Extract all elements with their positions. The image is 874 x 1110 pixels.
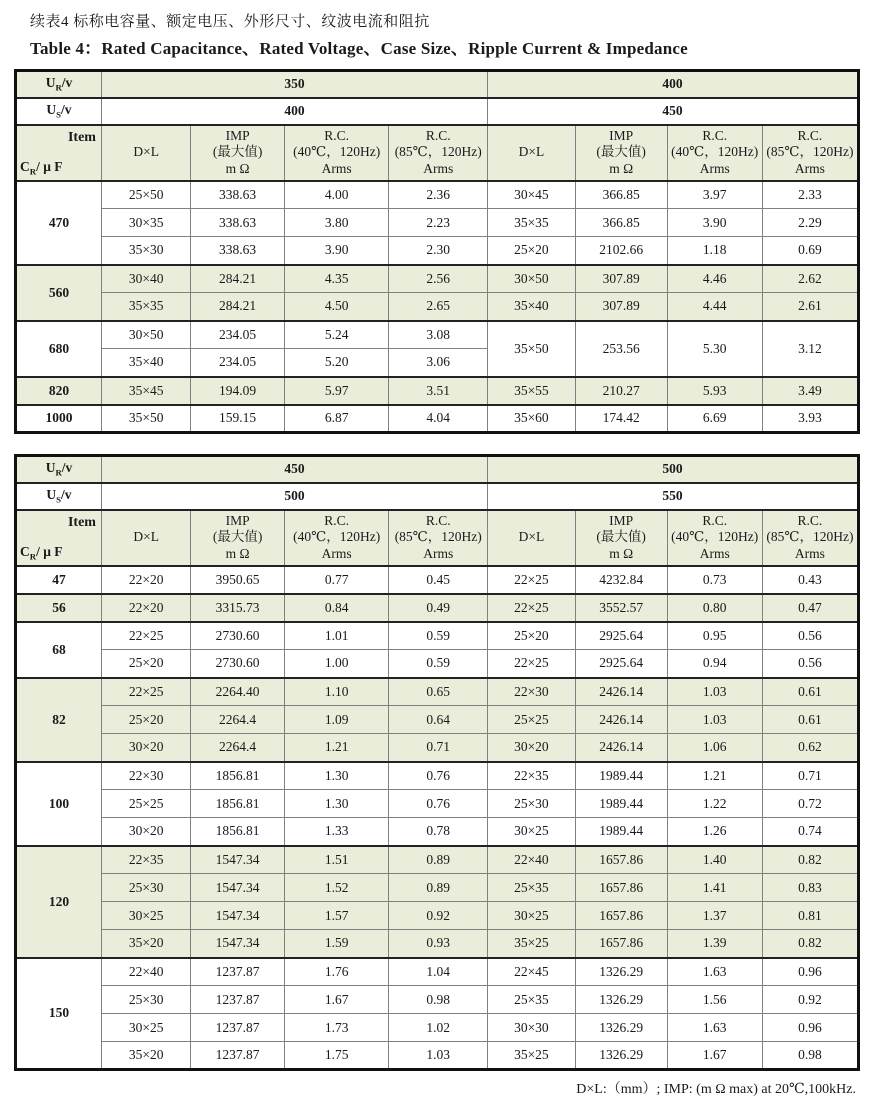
cell-rc40: 5.30 <box>667 321 762 377</box>
cell-imp: 366.85 <box>575 209 667 237</box>
cell-rc40: 1.30 <box>284 790 389 818</box>
col-header-dxl: D×L <box>488 125 576 181</box>
cell-rc40: 0.73 <box>667 566 762 594</box>
cell-rc40: 1.30 <box>284 762 389 790</box>
cell-imp: 1237.87 <box>191 1014 285 1042</box>
cell-rc40: 6.69 <box>667 405 762 433</box>
cell-imp: 1326.29 <box>575 958 667 986</box>
cell-rc85: 0.93 <box>389 930 488 958</box>
cell-imp: 366.85 <box>575 181 667 209</box>
cell-rc85: 2.56 <box>389 265 488 293</box>
cell-dxl: 22×45 <box>488 958 576 986</box>
table-row <box>16 930 859 958</box>
cell-rc85: 0.98 <box>762 1042 858 1070</box>
cell-dxl: 22×40 <box>488 846 576 874</box>
cell-rc40: 4.00 <box>284 181 389 209</box>
table-row <box>16 265 859 293</box>
cell-dxl: 35×40 <box>488 293 576 321</box>
cell-rc85: 0.89 <box>389 846 488 874</box>
cell-cap: 68 <box>16 622 102 678</box>
cell-dxl: 35×25 <box>488 1042 576 1070</box>
cell-imp: 210.27 <box>575 377 667 405</box>
col-header-rc85: R.C. (85℃，120Hz) Arms <box>389 510 488 566</box>
cell-rc40: 1.37 <box>667 902 762 930</box>
cell-imp: 3552.57 <box>575 594 667 622</box>
cell-dxl: 35×60 <box>488 405 576 433</box>
cell-dxl: 25×20 <box>101 706 190 734</box>
cell-rc85: 0.56 <box>762 622 858 650</box>
cell-cap: 470 <box>16 181 102 265</box>
cell-rc40: 1.63 <box>667 958 762 986</box>
cell-dxl: 35×30 <box>101 237 190 265</box>
cell-rc85: 2.65 <box>389 293 488 321</box>
cell-imp: 1989.44 <box>575 790 667 818</box>
cell-cap: 820 <box>16 377 102 405</box>
us-value: 400 <box>101 98 487 125</box>
cell-rc40: 4.50 <box>284 293 389 321</box>
cell-rc40: 1.59 <box>284 930 389 958</box>
cell-rc40: 3.80 <box>284 209 389 237</box>
cell-dxl: 25×20 <box>488 237 576 265</box>
item-cr-header <box>16 125 102 181</box>
cell-imp: 1326.29 <box>575 1014 667 1042</box>
us-label: $U_S/v$ <box>16 483 102 510</box>
cell-dxl: 30×25 <box>101 1014 190 1042</box>
cell-rc40: 1.06 <box>667 734 762 762</box>
cell-rc85: 0.62 <box>762 734 858 762</box>
cell-rc40: 0.84 <box>284 594 389 622</box>
ur-label: $U_R/v$ <box>16 456 102 483</box>
cell-dxl: 25×35 <box>488 986 576 1014</box>
cell-rc85: 0.47 <box>762 594 858 622</box>
cell-rc85: 2.29 <box>762 209 858 237</box>
spec-table-2 <box>14 454 860 1071</box>
cell-dxl: 30×40 <box>101 265 190 293</box>
cell-imp: 2730.60 <box>191 622 285 650</box>
cell-imp: 194.09 <box>191 377 285 405</box>
cell-dxl: 35×35 <box>101 293 190 321</box>
cell-rc40: 5.93 <box>667 377 762 405</box>
cell-rc40: 1.75 <box>284 1042 389 1070</box>
cell-dxl: 30×25 <box>488 902 576 930</box>
cell-dxl: 35×20 <box>101 930 190 958</box>
cell-imp: 307.89 <box>575 293 667 321</box>
cell-rc85: 3.06 <box>389 349 488 377</box>
col-header-rc40: R.C. (40℃，120Hz) Arms <box>667 125 762 181</box>
cell-rc85: 0.89 <box>389 874 488 902</box>
cell-rc40: 0.80 <box>667 594 762 622</box>
cell-dxl: 35×45 <box>101 377 190 405</box>
table-row <box>16 566 859 594</box>
cell-rc40: 1.10 <box>284 678 389 706</box>
cell-dxl: 22×40 <box>101 958 190 986</box>
cell-rc40: 5.97 <box>284 377 389 405</box>
cell-dxl: 25×25 <box>101 790 190 818</box>
ur-value: 500 <box>488 456 859 483</box>
cell-rc40: 0.94 <box>667 650 762 678</box>
col-header-imp: IMP (最大值) m Ω <box>191 125 285 181</box>
table-row <box>16 874 859 902</box>
cell-dxl: 22×30 <box>101 762 190 790</box>
cell-dxl: 22×20 <box>101 566 190 594</box>
cell-rc85: 0.92 <box>762 986 858 1014</box>
cell-imp: 1856.81 <box>191 818 285 846</box>
cell-rc85: 3.51 <box>389 377 488 405</box>
cell-rc85: 0.81 <box>762 902 858 930</box>
cell-imp: 1547.34 <box>191 902 285 930</box>
page-title-chinese: 续表4 标称电容量、额定电压、外形尺寸、纹波电流和阻抗 <box>30 14 430 30</box>
table-row <box>16 377 859 405</box>
cell-imp: 2102.66 <box>575 237 667 265</box>
col-header-rc85: R.C. (85℃，120Hz) Arms <box>762 510 858 566</box>
cell-cap: 680 <box>16 321 102 377</box>
cell-dxl: 30×50 <box>101 321 190 349</box>
cell-imp: 1657.86 <box>575 846 667 874</box>
table-row <box>16 790 859 818</box>
us-value: 450 <box>488 98 859 125</box>
cell-rc85: 0.82 <box>762 846 858 874</box>
cell-imp: 1326.29 <box>575 1042 667 1070</box>
ur-value: 400 <box>488 71 859 98</box>
cell-imp: 1237.87 <box>191 1042 285 1070</box>
cell-rc85: 2.23 <box>389 209 488 237</box>
table-row <box>16 818 859 846</box>
cell-rc85: 0.71 <box>389 734 488 762</box>
cell-dxl: 25×20 <box>488 622 576 650</box>
cell-dxl: 35×35 <box>488 209 576 237</box>
cell-imp: 2730.60 <box>191 650 285 678</box>
cell-rc85: 0.49 <box>389 594 488 622</box>
cell-rc85: 2.61 <box>762 293 858 321</box>
cell-imp: 338.63 <box>191 181 285 209</box>
cell-cap: 82 <box>16 678 102 762</box>
cell-imp: 1237.87 <box>191 958 285 986</box>
cell-dxl: 30×30 <box>488 1014 576 1042</box>
col-header-rc85: R.C. (85℃，120Hz) Arms <box>389 125 488 181</box>
cell-cap: 560 <box>16 265 102 321</box>
col-header-dxl: D×L <box>101 125 190 181</box>
cell-imp: 253.56 <box>575 321 667 377</box>
cell-cap: 120 <box>16 846 102 958</box>
cell-rc40: 4.35 <box>284 265 389 293</box>
cell-rc40: 1.40 <box>667 846 762 874</box>
cell-rc40: 5.20 <box>284 349 389 377</box>
cell-imp: 338.63 <box>191 237 285 265</box>
cell-dxl: 22×30 <box>488 678 576 706</box>
cell-cap: 1000 <box>16 405 102 433</box>
cell-rc85: 0.59 <box>389 622 488 650</box>
cell-dxl: 30×20 <box>488 734 576 762</box>
cell-dxl: 30×25 <box>488 818 576 846</box>
cell-imp: 1237.87 <box>191 986 285 1014</box>
cell-imp: 2426.14 <box>575 678 667 706</box>
cell-imp: 1547.34 <box>191 874 285 902</box>
cell-rc85: 0.45 <box>389 566 488 594</box>
cell-dxl: 35×50 <box>488 321 576 377</box>
cell-imp: 234.05 <box>191 321 285 349</box>
table-row <box>16 1042 859 1070</box>
cell-rc40: 0.77 <box>284 566 389 594</box>
cell-rc85: 4.04 <box>389 405 488 433</box>
cell-rc85: 1.04 <box>389 958 488 986</box>
cell-rc40: 5.24 <box>284 321 389 349</box>
cell-imp: 1547.34 <box>191 930 285 958</box>
cell-rc40: 1.09 <box>284 706 389 734</box>
cell-rc40: 1.67 <box>667 1042 762 1070</box>
cell-rc40: 3.90 <box>284 237 389 265</box>
cell-rc85: 0.61 <box>762 706 858 734</box>
cell-dxl: 22×25 <box>488 566 576 594</box>
cell-dxl: 22×25 <box>488 594 576 622</box>
cell-rc85: 1.03 <box>389 1042 488 1070</box>
cell-rc85: 2.30 <box>389 237 488 265</box>
cell-dxl: 30×50 <box>488 265 576 293</box>
cell-rc40: 1.21 <box>667 762 762 790</box>
cell-rc85: 0.69 <box>762 237 858 265</box>
table-row <box>16 237 859 265</box>
cell-rc40: 1.18 <box>667 237 762 265</box>
cell-rc85: 0.92 <box>389 902 488 930</box>
table-row <box>16 181 859 209</box>
cell-imp: 3950.65 <box>191 566 285 594</box>
cell-imp: 1657.86 <box>575 902 667 930</box>
col-header-rc85: R.C. (85℃，120Hz) Arms <box>762 125 858 181</box>
cell-rc85: 0.71 <box>762 762 858 790</box>
cell-imp: 2925.64 <box>575 650 667 678</box>
cell-imp: 2426.14 <box>575 734 667 762</box>
cell-rc40: 4.44 <box>667 293 762 321</box>
table-row <box>16 986 859 1014</box>
cell-rc85: 0.72 <box>762 790 858 818</box>
cell-dxl: 22×25 <box>488 650 576 678</box>
cell-rc40: 6.87 <box>284 405 389 433</box>
cell-rc85: 2.33 <box>762 181 858 209</box>
cell-rc40: 1.41 <box>667 874 762 902</box>
table-row <box>16 1014 859 1042</box>
cell-rc85: 0.83 <box>762 874 858 902</box>
cell-imp: 1989.44 <box>575 762 667 790</box>
cell-dxl: 35×55 <box>488 377 576 405</box>
us-value: 550 <box>488 483 859 510</box>
table-row <box>16 650 859 678</box>
cell-rc40: 1.52 <box>284 874 389 902</box>
cell-rc85: 2.62 <box>762 265 858 293</box>
cell-rc40: 1.26 <box>667 818 762 846</box>
cell-rc85: 0.64 <box>389 706 488 734</box>
cell-imp: 307.89 <box>575 265 667 293</box>
cell-imp: 338.63 <box>191 209 285 237</box>
cell-rc85: 3.49 <box>762 377 858 405</box>
col-header-dxl: D×L <box>488 510 576 566</box>
cr-label: $C_R/$ μ F <box>20 543 63 562</box>
cell-cap: 100 <box>16 762 102 846</box>
cell-rc40: 3.97 <box>667 181 762 209</box>
col-header-imp: IMP (最大值) m Ω <box>575 510 667 566</box>
cell-cap: 56 <box>16 594 102 622</box>
cell-imp: 174.42 <box>575 405 667 433</box>
cell-dxl: 25×30 <box>101 986 190 1014</box>
cell-rc40: 1.33 <box>284 818 389 846</box>
cell-dxl: 22×35 <box>488 762 576 790</box>
table-row <box>16 846 859 874</box>
col-header-dxl: D×L <box>101 510 190 566</box>
cell-rc40: 1.03 <box>667 678 762 706</box>
us-label: $U_S/v$ <box>16 98 102 125</box>
cell-rc40: 1.56 <box>667 986 762 1014</box>
cell-dxl: 35×25 <box>488 930 576 958</box>
cell-rc85: 0.78 <box>389 818 488 846</box>
cell-imp: 1989.44 <box>575 818 667 846</box>
page-title-english: Table 4：Rated Capacitance、Rated Voltage、Case Size、Ripple Current & Impedance <box>30 39 688 58</box>
cell-dxl: 25×50 <box>101 181 190 209</box>
cell-imp: 1657.86 <box>575 930 667 958</box>
cell-rc40: 1.67 <box>284 986 389 1014</box>
cell-rc85: 0.65 <box>389 678 488 706</box>
cell-rc40: 3.90 <box>667 209 762 237</box>
cell-imp: 2264.4 <box>191 734 285 762</box>
cell-dxl: 25×35 <box>488 874 576 902</box>
cell-rc85: 2.36 <box>389 181 488 209</box>
item-cr-header <box>16 510 102 566</box>
table-row <box>16 321 859 349</box>
col-header-rc40: R.C. (40℃，120Hz) Arms <box>284 125 389 181</box>
cell-cap: 150 <box>16 958 102 1070</box>
table-row <box>16 734 859 762</box>
cell-rc40: 1.21 <box>284 734 389 762</box>
cell-rc40: 1.22 <box>667 790 762 818</box>
table-row <box>16 209 859 237</box>
cell-imp: 3315.73 <box>191 594 285 622</box>
cell-imp: 284.21 <box>191 265 285 293</box>
cell-dxl: 22×35 <box>101 846 190 874</box>
cell-dxl: 30×20 <box>101 734 190 762</box>
us-value: 500 <box>101 483 487 510</box>
cell-rc85: 0.59 <box>389 650 488 678</box>
cr-label: $C_R/$ μ F <box>20 158 63 177</box>
cell-dxl: 25×30 <box>488 790 576 818</box>
cell-rc85: 0.96 <box>762 1014 858 1042</box>
cell-rc85: 0.76 <box>389 762 488 790</box>
cell-dxl: 22×25 <box>101 622 190 650</box>
cell-imp: 1326.29 <box>575 986 667 1014</box>
cell-rc85: 0.98 <box>389 986 488 1014</box>
cell-dxl: 25×20 <box>101 650 190 678</box>
cell-dxl: 35×40 <box>101 349 190 377</box>
cell-imp: 2264.40 <box>191 678 285 706</box>
cell-dxl: 30×25 <box>101 902 190 930</box>
col-header-rc40: R.C. (40℃，120Hz) Arms <box>284 510 389 566</box>
table-row <box>16 405 859 433</box>
cell-rc40: 4.46 <box>667 265 762 293</box>
cell-dxl: 35×20 <box>101 1042 190 1070</box>
col-header-imp: IMP (最大值) m Ω <box>575 125 667 181</box>
table-row <box>16 622 859 650</box>
cell-imp: 1657.86 <box>575 874 667 902</box>
cell-cap: 47 <box>16 566 102 594</box>
cell-imp: 2925.64 <box>575 622 667 650</box>
cell-rc40: 1.63 <box>667 1014 762 1042</box>
table-row <box>16 293 859 321</box>
table-row <box>16 902 859 930</box>
cell-rc85: 3.08 <box>389 321 488 349</box>
col-header-rc40: R.C. (40℃，120Hz) Arms <box>667 510 762 566</box>
cell-rc40: 1.76 <box>284 958 389 986</box>
cell-dxl: 35×50 <box>101 405 190 433</box>
cell-rc40: 0.95 <box>667 622 762 650</box>
cell-dxl: 30×20 <box>101 818 190 846</box>
table-row <box>16 762 859 790</box>
cell-rc40: 1.03 <box>667 706 762 734</box>
cell-rc85: 0.82 <box>762 930 858 958</box>
cell-rc85: 0.96 <box>762 958 858 986</box>
table-row <box>16 594 859 622</box>
cell-rc85: 0.76 <box>389 790 488 818</box>
cell-rc85: 1.02 <box>389 1014 488 1042</box>
table-row <box>16 706 859 734</box>
item-label: Item <box>67 129 96 145</box>
cell-imp: 284.21 <box>191 293 285 321</box>
cell-rc40: 1.01 <box>284 622 389 650</box>
cell-dxl: 25×25 <box>488 706 576 734</box>
cell-dxl: 22×25 <box>101 678 190 706</box>
cell-rc85: 0.56 <box>762 650 858 678</box>
spec-table-1 <box>14 69 860 434</box>
cell-dxl: 30×45 <box>488 181 576 209</box>
table-row <box>16 678 859 706</box>
cell-rc85: 0.61 <box>762 678 858 706</box>
item-label: Item <box>67 514 96 530</box>
table-row <box>16 958 859 986</box>
cell-rc40: 1.39 <box>667 930 762 958</box>
cell-imp: 1856.81 <box>191 762 285 790</box>
cell-imp: 1547.34 <box>191 846 285 874</box>
cell-rc85: 0.43 <box>762 566 858 594</box>
cell-imp: 4232.84 <box>575 566 667 594</box>
col-header-imp: IMP (最大值) m Ω <box>191 510 285 566</box>
cell-imp: 159.15 <box>191 405 285 433</box>
cell-rc40: 1.73 <box>284 1014 389 1042</box>
table-footnote: D×L:（mm）; IMP: (m Ω max) at 20℃,100kHz. <box>576 1082 856 1097</box>
cell-rc40: 1.00 <box>284 650 389 678</box>
cell-imp: 1856.81 <box>191 790 285 818</box>
cell-rc85: 3.93 <box>762 405 858 433</box>
cell-dxl: 22×20 <box>101 594 190 622</box>
cell-imp: 234.05 <box>191 349 285 377</box>
cell-imp: 2426.14 <box>575 706 667 734</box>
title-block <box>14 10 860 59</box>
cell-imp: 2264.4 <box>191 706 285 734</box>
ur-value: 350 <box>101 71 487 98</box>
cell-rc40: 1.51 <box>284 846 389 874</box>
ur-label: $U_R/v$ <box>16 71 102 98</box>
ur-value: 450 <box>101 456 487 483</box>
cell-rc85: 3.12 <box>762 321 858 377</box>
cell-rc85: 0.74 <box>762 818 858 846</box>
cell-dxl: 30×35 <box>101 209 190 237</box>
cell-dxl: 25×30 <box>101 874 190 902</box>
cell-rc40: 1.57 <box>284 902 389 930</box>
